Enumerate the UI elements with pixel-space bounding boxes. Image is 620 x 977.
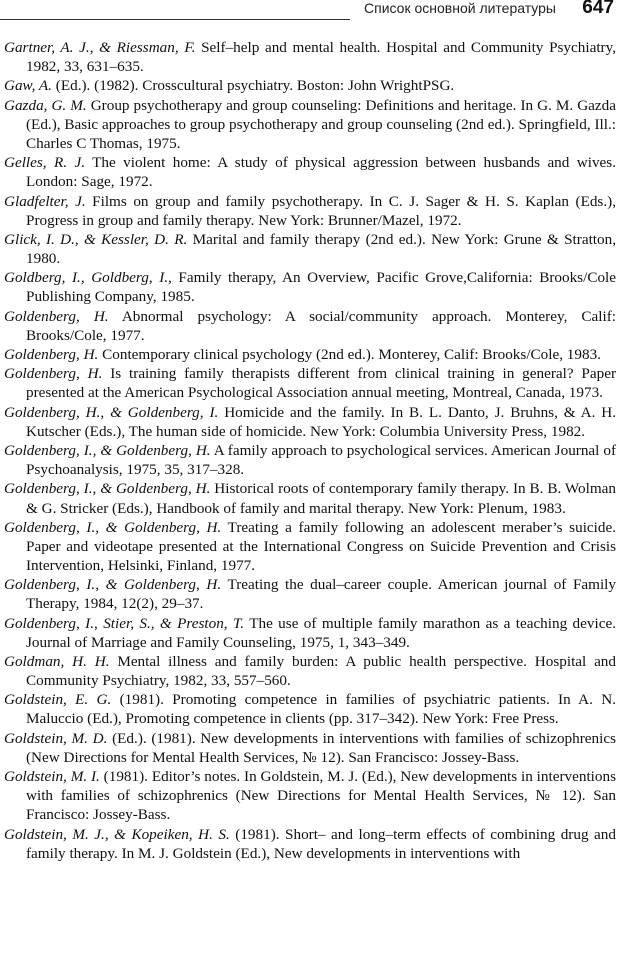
- reference-authors: Goldstein, M. D.: [4, 729, 108, 747]
- running-title: Список основной литературы: [364, 0, 556, 16]
- reference-authors: Gelles, R. J.: [4, 154, 86, 172]
- reference-entry: [4, 76, 616, 95]
- reference-authors: Glick, I. D., & Kessler, D. R.: [4, 230, 188, 248]
- reference-authors: Goldenberg, H.: [4, 307, 109, 325]
- reference-text: Homicide and the family. In B. L. Danto, J. Bruhns, & A. H. Kutscher (Eds.), The human side of homicide. New York: Columbia University Press, 1982.: [26, 403, 617, 440]
- reference-text: (1981). Short– and long–term effects of combining drug and family therapy. In M. J. Goldstein (Ed.), New developments in interventions with: [26, 825, 616, 862]
- reference-entry: [4, 153, 616, 191]
- reference-text: Is training family therapists different from clinical training in general? Paper presented at the American Psychological Association annual meeting, Montreal, Canada, 1973.: [26, 365, 616, 402]
- reference-text: Treating a family following an adolescent meraber’s suicide. Paper and videotape presented at the International Congress on Suicide Prevention and Crisis Intervention, Helsinki, Finland, 1977.: [26, 518, 617, 574]
- reference-entry: [4, 38, 616, 76]
- reference-authors: Gartner, A. J., & Riessman, F.: [4, 39, 196, 56]
- reference-entry: [4, 825, 616, 863]
- reference-entry: [4, 652, 616, 690]
- header-rule: [0, 19, 350, 20]
- reference-text: A family approach to psychological services. American Journal of Psychoanalysis, 1975, 35, 317–328.: [26, 442, 616, 479]
- reference-text: Contemporary clinical psychology (2nd ed.). Monterey, Calif: Brooks/Cole, 1983.: [98, 346, 601, 363]
- reference-entry: [4, 575, 616, 613]
- reference-authors: Goldenberg, H.: [4, 365, 103, 383]
- page-number: 647: [582, 0, 614, 18]
- reference-entry: [4, 364, 616, 402]
- reference-entry: [4, 96, 616, 153]
- reference-entry: [4, 518, 616, 575]
- reference-text: Historical roots of contemporary family therapy. In B. B. Wolman & G. Stricker (Eds.), Handbook of family and marital therapy. New York: Plenum, 1983.: [26, 480, 616, 517]
- reference-text: Self–help and mental health. Hospital and Community Psychiatry, 1982, 33, 631–635.: [26, 39, 616, 76]
- reference-authors: Gladfelter, J.: [4, 192, 86, 210]
- reference-authors: Goldenberg, I., Stier, S., & Preston, T.: [4, 614, 245, 632]
- reference-authors: Gazda, G. M.: [4, 96, 87, 114]
- reference-text: The violent home: A study of physical aggression between husbands and wives. London: Sage, 1972.: [26, 154, 616, 191]
- reference-text: Family therapy, An Overview, Pacific Grove,California: Brooks/Cole Publishing Company, 1985.: [26, 269, 617, 306]
- reference-entry: [4, 345, 616, 364]
- reference-authors: Goldstein, M. I.: [4, 768, 100, 786]
- reference-text: (Ed.). (1982). Crosscultural psychiatry. Boston: John WrightPSG.: [51, 77, 455, 95]
- reference-entry: [4, 690, 616, 728]
- reference-text: Treating the dual–career couple. American journal of Family Therapy, 1984, 12(2), 29–37.: [26, 576, 616, 613]
- reference-text: (Ed.). (1981). New developments in interventions with families of schizophrenics (New Directions for Mental Health Services, № 12). San Francisco: Jossey-Bass.: [26, 729, 616, 766]
- reference-authors: Goldman, H. H.: [4, 653, 110, 670]
- reference-entry: [4, 441, 616, 479]
- reference-text: Abnormal psychology: A social/community approach. Monterey, Calif: Brooks/Cole, 1977.: [26, 307, 617, 344]
- reference-text: (1981). Editor’s notes. In Goldstein, M. J. (Ed.), New developments in interventions with families of schizophrenics (New Directions for Mental Health Services, № 12). San Francisco: Jossey-Bass.: [26, 768, 616, 824]
- reference-entry: [4, 307, 616, 345]
- reference-text: Mental illness and family burden: A public health perspective. Hospital and Community Psychiatry, 1982, 33, 557–560.: [26, 653, 616, 690]
- reference-authors: Gaw, A.: [4, 77, 52, 95]
- reference-authors: Goldstein, E. G.: [4, 691, 112, 709]
- page-header: [0, 0, 620, 26]
- reference-entry: [4, 192, 616, 230]
- reference-authors: Goldenberg, I., & Goldenberg, H.: [4, 442, 211, 460]
- reference-authors: Goldenberg, H., & Goldenberg, I.: [4, 403, 219, 421]
- reference-authors: Goldenberg, H.: [4, 346, 99, 363]
- reference-entry: [4, 767, 616, 824]
- reference-authors: Goldenberg, I., & Goldenberg, H.: [4, 480, 211, 498]
- reference-entry: [4, 268, 616, 306]
- reference-text: The use of multiple family marathon as a teaching device. Journal of Marriage and Family Counseling, 1975, 1, 343–349.: [26, 614, 616, 651]
- reference-list: [4, 38, 616, 863]
- reference-authors: Goldstein, M. J., & Kopeiken, H. S.: [4, 825, 230, 843]
- reference-entry: [4, 403, 616, 441]
- reference-entry: [4, 479, 616, 517]
- reference-text: Group psychotherapy and group counseling: Definitions and heritage. In G. M. Gazda (Ed.), Basic approaches to group psychotherapy and group counseling (2nd ed.). Springfield, Ill.: Charles C Thomas, 1975.: [26, 96, 616, 152]
- reference-authors: Goldenberg, I., & Goldenberg, H.: [4, 518, 222, 536]
- reference-text: Films on group and family psychotherapy. In C. J. Sager & H. S. Kaplan (Eds.), Progress in group and family therapy. New York: Brunner/Mazel, 1972.: [26, 192, 616, 229]
- reference-text: (1981). Promoting competence in families of psychiatric patients. In A. N. Maluccio (Ed.), Promoting competence in clients (pp. 317–342). New York: Free Press.: [26, 691, 616, 728]
- reference-authors: Goldenberg, I., & Goldenberg, H.: [4, 576, 222, 594]
- reference-entry: [4, 230, 616, 268]
- reference-entry: [4, 614, 616, 652]
- reference-entry: [4, 729, 616, 767]
- reference-text: Marital and family therapy (2nd ed.). New York: Grune & Stratton, 1980.: [26, 230, 616, 267]
- reference-authors: Goldberg, I., Goldberg, I.,: [4, 269, 172, 287]
